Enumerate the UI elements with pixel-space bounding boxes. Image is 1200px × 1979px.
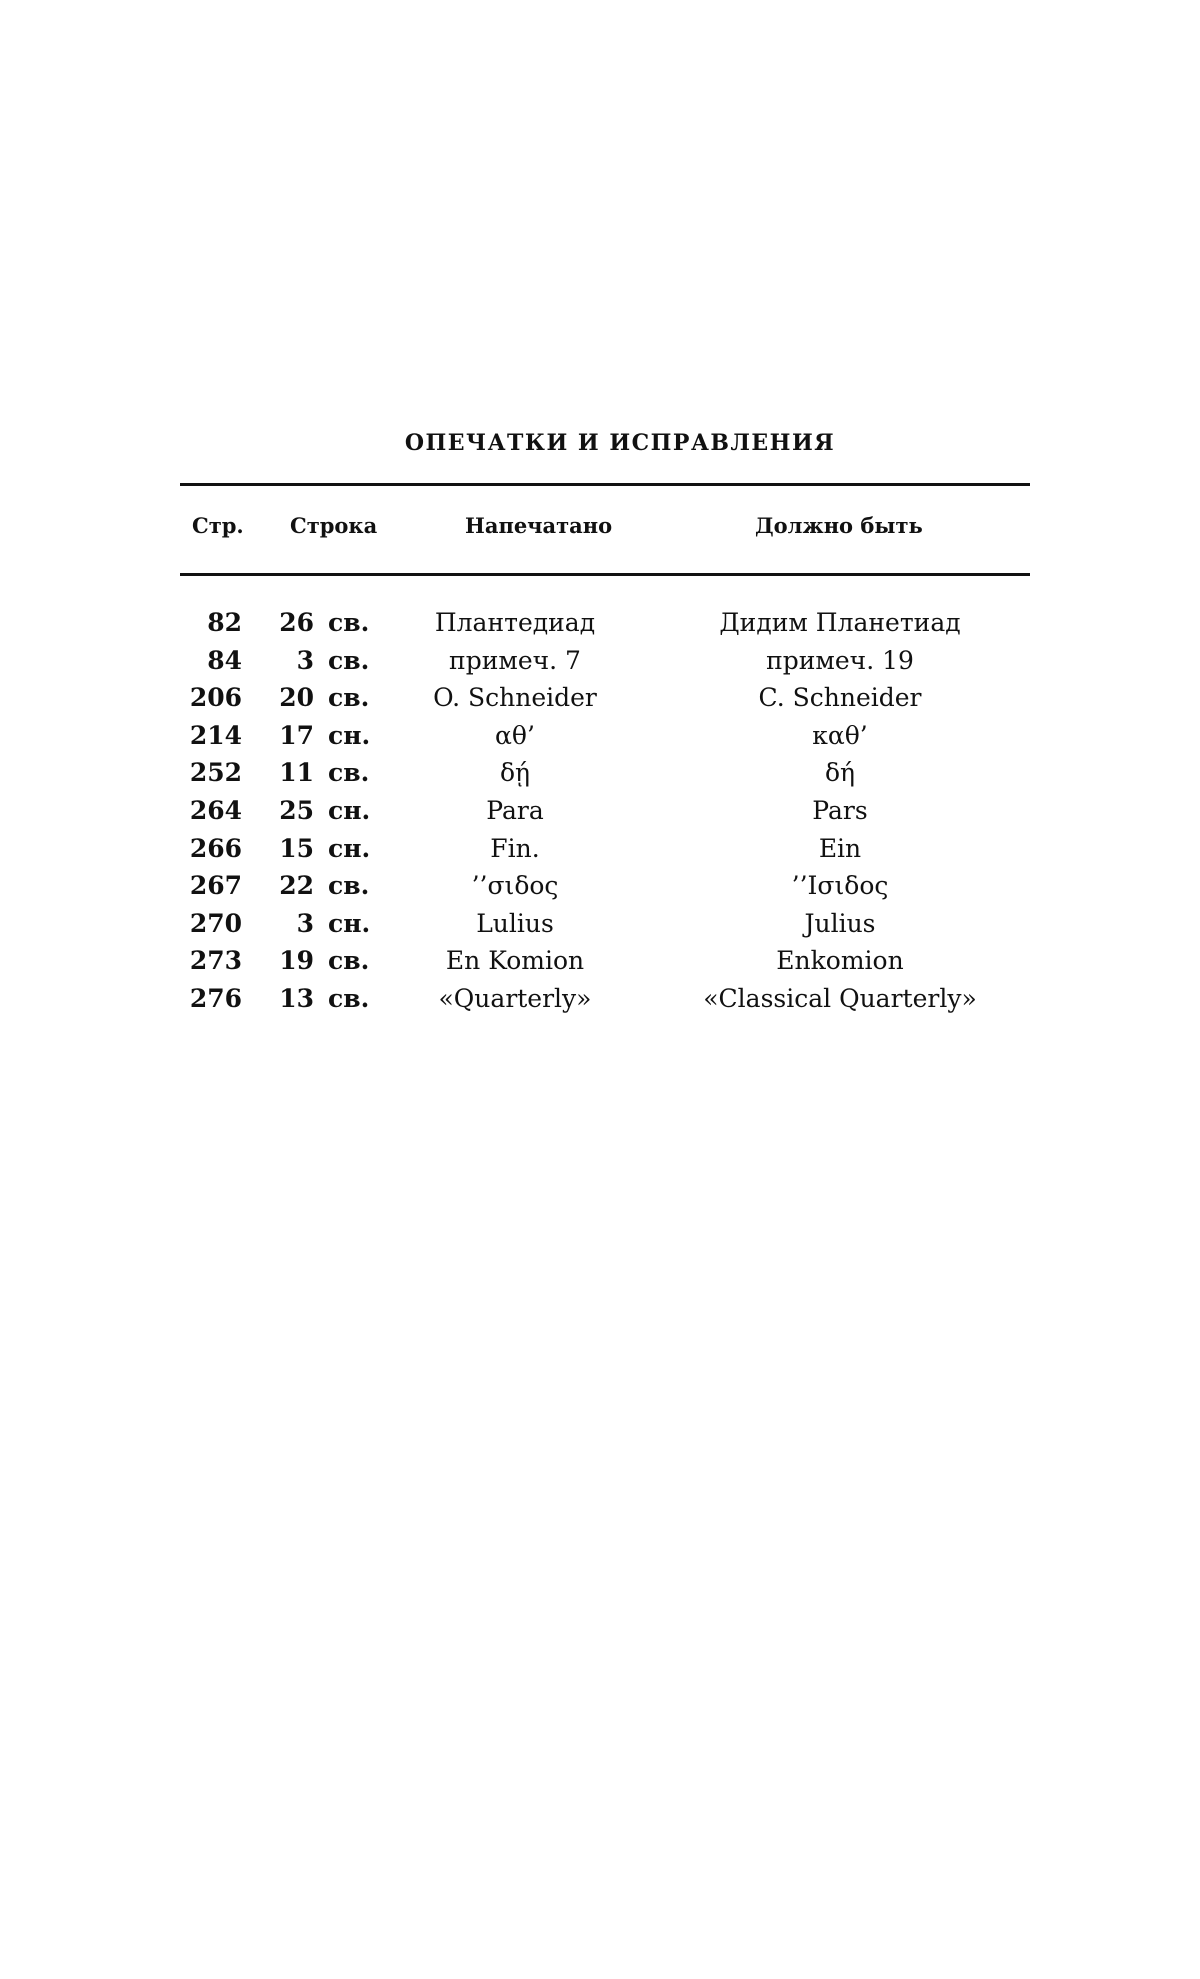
- cell-printed: αθ’: [495, 720, 535, 750]
- cell-printed: Fin.: [490, 833, 540, 863]
- table-row: [180, 980, 1030, 1018]
- cell-printed: «Quarterly»: [438, 983, 592, 1013]
- cell-printed: δῄ: [499, 758, 531, 788]
- cell-should-be: Дидим Планетиад: [719, 608, 961, 637]
- cell-line: 19: [279, 946, 314, 976]
- cell-printed: Lulius: [476, 908, 554, 938]
- cell-printed: O. Schneider: [433, 683, 597, 713]
- cell-printed: примеч. 7: [449, 645, 581, 675]
- cell-should-be: C. Schneider: [758, 683, 922, 713]
- table-header-rule: [180, 573, 1030, 576]
- header-page: Стр.: [192, 513, 244, 538]
- cell-page: 267: [189, 871, 242, 901]
- cell-page: 214: [189, 720, 242, 750]
- errata-title: ОПЕЧАТКИ И ИСПРАВЛЕНИЯ: [404, 430, 836, 456]
- cell-direction: св.: [328, 645, 370, 675]
- cell-line: 20: [279, 683, 314, 713]
- cell-page: 252: [189, 758, 242, 788]
- cell-line: 15: [279, 833, 314, 863]
- table-row: [180, 905, 1030, 943]
- cell-should-be: Enkomion: [776, 946, 904, 976]
- table-row: [180, 830, 1030, 868]
- table-top-rule: [180, 483, 1030, 486]
- cell-page: 206: [189, 683, 242, 713]
- cell-page: 84: [207, 645, 242, 675]
- errata-table-body: [180, 604, 1030, 1018]
- table-header: [180, 513, 1030, 543]
- header-should-be: Должно быть: [755, 513, 923, 538]
- table-row: [180, 867, 1030, 905]
- cell-page: 264: [189, 795, 242, 825]
- cell-should-be: Pars: [812, 795, 868, 825]
- cell-line: 3: [296, 645, 314, 675]
- cell-printed: Плантедиад: [434, 608, 596, 637]
- cell-line: 3: [296, 908, 314, 938]
- cell-direction: сн.: [328, 795, 371, 825]
- table-row: [180, 642, 1030, 680]
- cell-page: 266: [189, 833, 242, 863]
- cell-direction: св.: [328, 871, 370, 901]
- cell-direction: св.: [328, 683, 370, 713]
- table-row: [180, 942, 1030, 980]
- header-line: Строка: [290, 513, 378, 538]
- cell-direction: сн.: [328, 908, 371, 938]
- cell-should-be: ’’Ισιδος: [791, 871, 889, 901]
- cell-direction: св.: [328, 608, 370, 637]
- cell-printed: En Komion: [445, 946, 585, 976]
- cell-line: 13: [279, 983, 314, 1013]
- table-row: [180, 717, 1030, 755]
- cell-should-be: примеч. 19: [766, 645, 914, 675]
- cell-should-be: καθ’: [812, 720, 868, 750]
- cell-printed: ’’σιδος: [471, 871, 559, 901]
- table-row: [180, 792, 1030, 830]
- cell-line: 25: [279, 795, 314, 825]
- cell-page: 82: [207, 608, 242, 637]
- cell-direction: св.: [328, 983, 370, 1013]
- header-printed: Напечатано: [465, 513, 613, 538]
- table-row: [180, 604, 1030, 642]
- cell-direction: св.: [328, 758, 370, 788]
- table-row: [180, 679, 1030, 717]
- cell-direction: сн.: [328, 720, 371, 750]
- cell-printed: Para: [486, 795, 544, 825]
- cell-direction: сн.: [328, 833, 371, 863]
- cell-line: 26: [279, 608, 314, 637]
- cell-line: 11: [279, 758, 314, 788]
- cell-line: 22: [279, 871, 314, 901]
- cell-should-be: «Classical Quarterly»: [703, 983, 977, 1013]
- cell-should-be: Julius: [804, 908, 876, 938]
- cell-page: 270: [189, 908, 242, 938]
- cell-should-be: Ein: [818, 833, 862, 863]
- table-row: [180, 754, 1030, 792]
- cell-should-be: δή: [824, 758, 856, 788]
- cell-line: 17: [279, 720, 314, 750]
- cell-page: 273: [189, 946, 242, 976]
- cell-direction: св.: [328, 946, 370, 976]
- cell-page: 276: [189, 983, 242, 1013]
